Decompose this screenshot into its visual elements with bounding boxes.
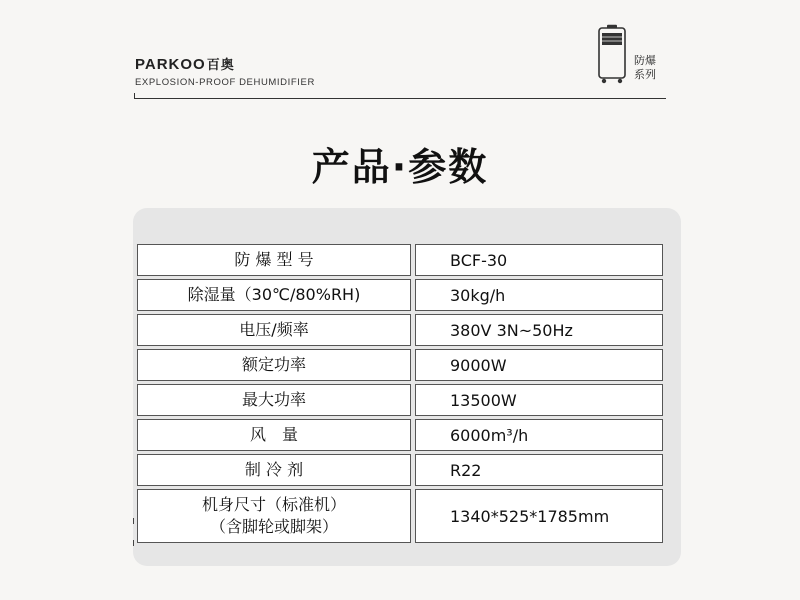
spec-label: 电压/频率 [239, 320, 309, 339]
spec-value: 30kg/h [450, 285, 506, 305]
spec-label: 除湿量（30℃/80%RH) [187, 285, 361, 304]
spec-value-cell [415, 454, 663, 486]
spec-row [137, 244, 663, 276]
spec-value: 9000W [450, 355, 507, 375]
edge-tick [133, 540, 134, 546]
spec-label-cell [137, 349, 411, 381]
brand-name-cn: 百奥 [206, 57, 235, 72]
spec-label: 最大功率 [241, 390, 306, 409]
spec-label-cell [137, 279, 411, 311]
series-label-line2: 系列 [634, 68, 656, 81]
spec-label-cell [137, 314, 411, 346]
dehumidifier-icon [596, 24, 628, 84]
spec-value: 13500W [450, 390, 517, 410]
header-divider [134, 98, 666, 99]
edge-tick [133, 518, 134, 524]
brand-subtitle: EXPLOSION-PROOF DEHUMIDIFIER [135, 77, 315, 88]
spec-value-cell [415, 279, 663, 311]
spec-row [137, 279, 663, 311]
spec-label-cell [137, 384, 411, 416]
spec-label-cell [137, 419, 411, 451]
spec-label: 额定功率 [241, 355, 306, 374]
series-label-line1: 防爆 [634, 54, 656, 67]
spec-row [137, 419, 663, 451]
spec-value: R22 [450, 460, 482, 480]
spec-label-line2: （含脚轮或脚架） [209, 517, 338, 536]
brand-name: PARKOO [135, 56, 206, 73]
spec-label-cell [137, 454, 411, 486]
spec-label-cell [137, 244, 411, 276]
spec-value-cell [415, 384, 663, 416]
page-header [0, 0, 800, 110]
page-title: 产品·参数 [311, 145, 489, 189]
spec-value: 380V 3N~50Hz [450, 320, 573, 340]
spec-label: 风 量 [249, 425, 298, 444]
spec-row [137, 454, 663, 486]
spec-label: 机身尺寸（标准机） [201, 495, 346, 514]
series-label [634, 54, 656, 82]
spec-value-cell [415, 419, 663, 451]
spec-label-cell [137, 489, 411, 543]
spec-row [137, 314, 663, 346]
spec-value: BCF-30 [450, 250, 508, 270]
spec-value-cell [415, 349, 663, 381]
spec-row [137, 384, 663, 416]
spec-value-cell [415, 314, 663, 346]
spec-label: 防 爆 型 号 [234, 250, 314, 269]
spec-value-cell [415, 244, 663, 276]
spec-label: 制 冷 剂 [244, 460, 304, 479]
spec-value: 6000m³/h [450, 425, 529, 445]
spec-value-cell [415, 489, 663, 543]
spec-row [137, 349, 663, 381]
spec-row [137, 489, 663, 543]
brand-logo [135, 54, 315, 88]
spec-value: 1340*525*1785mm [450, 506, 610, 526]
